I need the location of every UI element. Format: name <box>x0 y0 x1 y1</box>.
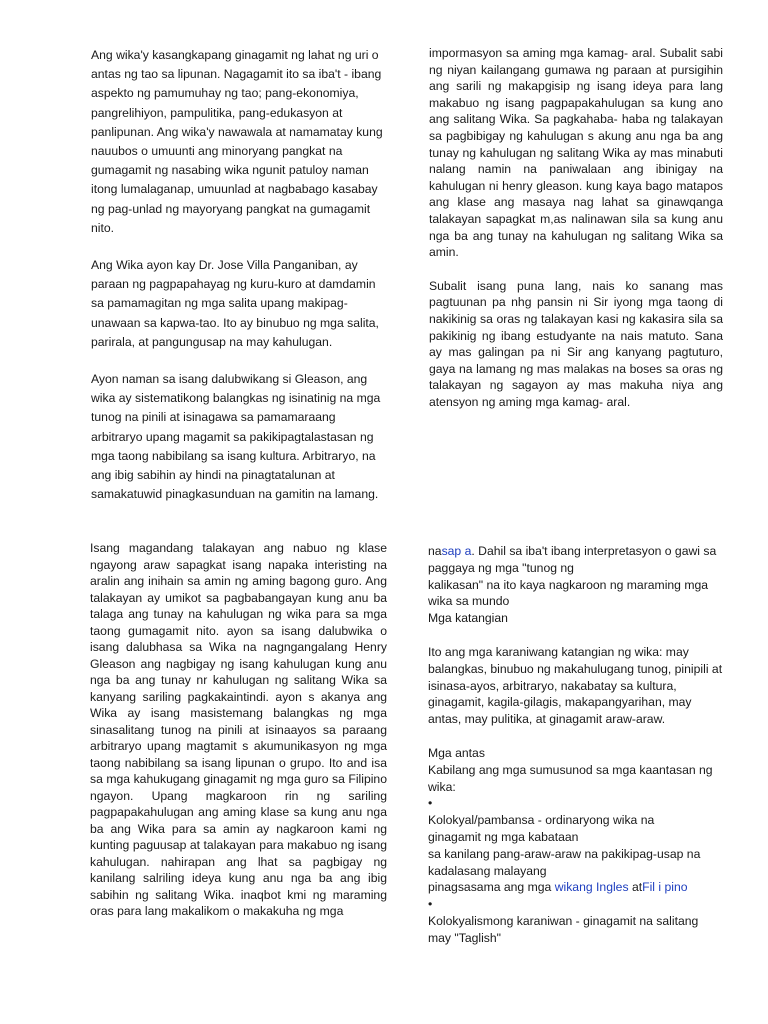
paragraph-wika-kasangkapan: Ang wika'y kasangkapang ginagamit ng lahat ng uri o antas ng tao sa lipunan. Nagagamit ito sa iba't - ibang aspekto ng pamumuhay ng tao; pang-ekonomiya, pangrelihiyon, pampulitika, pang-edukasyon at panlipunan. Ang wika'y nawawala at namamatay kung nauubos o umuunti ang minoryang pangkat na gumagamit ng nasabing wika ngunit patuloy naman itong lumalaganap, umuunlad at nagbabago kasabay ng pag-unlad ng mayoryang pangkat na gumagamit nito. <box>91 48 383 235</box>
line-kolokyal-4: kadalasang malayang <box>428 863 547 878</box>
column-top-right <box>429 45 723 410</box>
paragraph-panganiban: Ang Wika ayon kay Dr. Jose Villa Panganiban, ay paraan ng pagpapahayag ng kuru-kuro at damdamin sa pamamagitan ng mga salita upang makipag-unawaan sa kapwa-tao. Ito ay binubuo ng mga salita, parirala, at pangungusap na may kahulugan. <box>91 258 379 349</box>
line-interpretasyon: nasap a. Dahil sa iba't ibang interpretasyon o gawi sa paggaya ng mga "tunog ng <box>428 544 717 575</box>
line-kalikasan: kalikasan" na ito kaya nagkaroon ng maraming mga wika sa mundo <box>428 577 709 609</box>
line-kolokyal-3: sa kanilang pang-araw-araw na pakikipag-usap na <box>428 846 701 861</box>
paragraph-puna: Subalit isang puna lang, nais ko sanang mas pagtuunan pa nhg pansin ni Sir iyong mga taong di nakikinig sa oras ng talakayan kasi ng kakasira sila sa pakikinig ng ibang estudyante na nais matuto. Sana ay mas galingan pa ni Sir ang kanyang pagtuturo, gaya na lamang ng mas malakas na boses sa oras ng talakayan ng sagayon ay mas makuha niya ang atensyon ng aming mga kamag- aral. <box>429 278 723 409</box>
link-filipino[interactable]: Fil i pino <box>642 880 688 895</box>
link-wikang-ingles[interactable]: wikang Ingles <box>554 880 629 895</box>
line-kolokyalismo-2: may "Taglish" <box>428 930 501 945</box>
heading-mga-antas: Mga antas <box>428 745 485 760</box>
paragraph-impormasyon: impormasyon sa aming mga kamag- aral. Subalit sabi ng niyan kailangang gumawa ng paraan at pursigihin ang sarili ng makapgisip ng isang ideya para lang makabuo ng isang pagpapakahulugan sa kung ano ang salitang Wika. Sa pagkahaba- haba ng talakayan sa pagbibigay ng kahulugan s akung anu nga ba ang tunay ng kahulugan ng salitang Wika ay mas minabuti nalang namin na paniwalaan ang ibinigay na kahulugan ni henry gleason. kung kaya bago matapos ang klase ang masaya nag lahat sa ginawqanga talakayan sapagkat m,as nalinawan sila sa kung anu nga ba ang tunay na kahulugan ng salitang Wika sa amin. <box>429 46 723 260</box>
line-kolokyal-1: Kolokyal/pambansa - ordinaryong wika na <box>428 813 655 828</box>
line-antas-intro: Kabilang ang mga sumusunod sa mga kaantasan ng wika: <box>428 762 713 794</box>
line-kolokyalismo-1: Kolokyalismong karaniwan - ginagamit na salitang <box>428 913 699 928</box>
link-sap-a[interactable]: sap a <box>441 544 472 558</box>
line-kolokyal-5: pinagsasama ang mga wikang Ingles atFil i pino <box>428 880 688 895</box>
paragraph-talakayan: Isang magandang talakayan ang nabuo ng klase ngayong araw sapagkat isang napaka interisting na aralin ang inihain sa amin ng aming bagong guro. Ang talakayan ay umikot sa pagbabangayan kung anu ba talaga ang tunay na kahulugan ng wika para sa mga taong gumagamit nito. ayon sa isang dalubwika o isang dalubhasa sa Wika na nagngangalang Henry Gleason ang nagbigay ng isang kahulugan kung anu nga ba ang tunay nr kahulugan ng salitang Wika sa kanyang sariling pagkakaintindi. ayon s akanya ang Wika ay isang masistemang balangkas ng mga sinasalitang tunog na pinili at isinaayos sa paraang arbitraryo upang magtamit s akumunikasyon ng mga taong nabibilang sa isang lipunan o grupo. Ito and isa sa mga kahukugang ginagamit ng mga guro sa Filipino ngayon. Upang magkaroon rin ng sariling pagpapakahulugan ang aming klase sa kung anu nga ba ang Wika para sa amin ay nagkaroon kami ng kunting paguusap at talakayan para makabuo ng isang kahulugan. nahirapan ang lhat sa pagbigay ng kanilang salriling ideya kung anu nga ba ang ibig sabihin ng salitang Wika. inaqbot kmi ng maraming oras para lang makalikom o makakuha ng mga <box>90 541 387 918</box>
line-kolokyal-2: ginagamit ng mga kabataan <box>428 829 579 844</box>
bullet-marker: • <box>428 897 433 912</box>
column-top-left <box>91 46 386 504</box>
heading-mga-katangian: Mga katangian <box>428 611 508 626</box>
bullet-marker: • <box>428 796 433 811</box>
column-bottom-right <box>428 543 728 947</box>
column-bottom-left <box>90 540 387 920</box>
paragraph-katangian: Ito ang mga karaniwang katangian ng wika: may balangkas, binubuo ng makahulugang tunog, pinipili at isinasa-ayos, arbitraryo, nakabatay sa kultura, ginagamit, kagila-gilagis, makapangyarihan, may antas, may pulitika, at ginagamit araw-araw. <box>428 644 723 727</box>
paragraph-gleason: Ayon naman sa isang dalubwikang si Gleason, ang wika ay sistematikong balangkas ng isinatinig na mga tunog na pinili at isinagawa sa pamamaraang arbitraryo upang magamit sa pakikipagtalastasan ng mga taong nabibilang sa isang kultura. Arbitraryo, na ang ibig sabihin ay hindi na pinagtatalunan at samakatuwid pinagkasunduan na gamitin na lamang. <box>91 372 381 502</box>
